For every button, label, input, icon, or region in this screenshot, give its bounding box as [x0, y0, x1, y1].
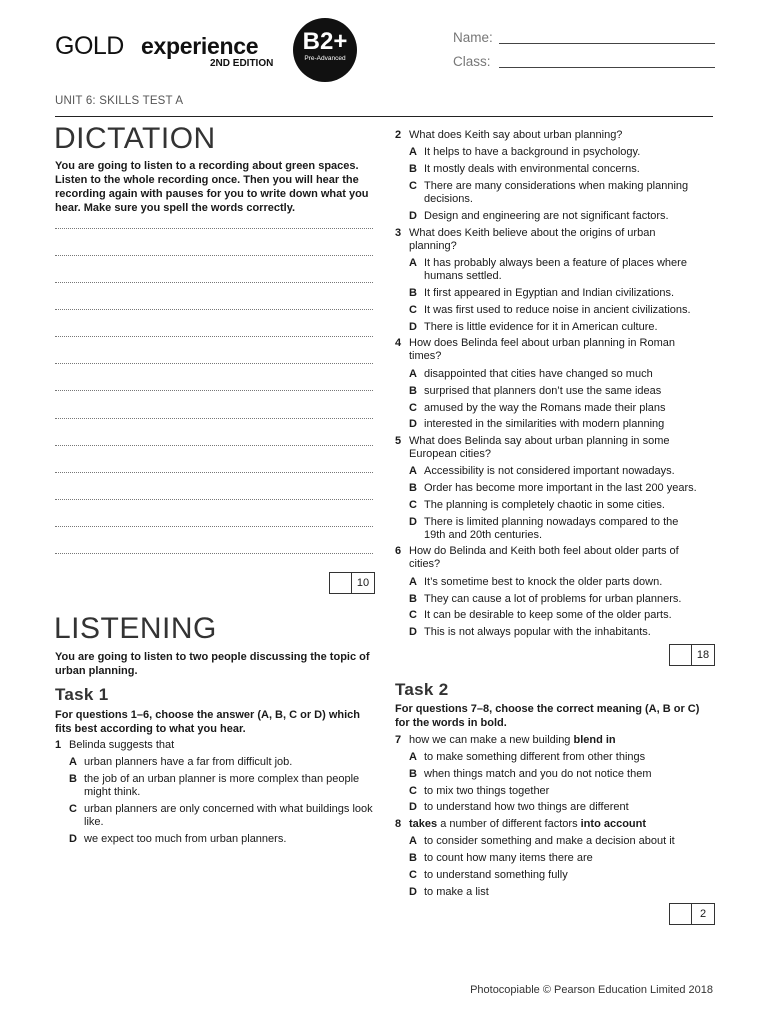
- option-letter[interactable]: A: [409, 465, 417, 477]
- task1-score-box: [669, 644, 715, 666]
- option-text: They can cause a lot of problems for urban planners.: [424, 593, 682, 605]
- option-text: to consider something and make a decision about it: [424, 835, 675, 847]
- bold-phrase: blend in: [573, 734, 616, 746]
- question-text: What does Keith say about urban planning?: [409, 129, 623, 141]
- dictation-writing-line[interactable]: [55, 228, 373, 229]
- option-text: It’s sometime best to knock the older parts down.: [424, 576, 663, 588]
- option-letter[interactable]: B: [409, 385, 417, 397]
- question-number: 6: [395, 545, 402, 557]
- dictation-score: 10: [351, 573, 374, 593]
- badge-level: B2+: [302, 28, 348, 55]
- name-field[interactable]: [453, 30, 715, 45]
- option-letter[interactable]: C: [409, 499, 417, 511]
- option-letter[interactable]: A: [409, 368, 417, 380]
- question-text: Belinda suggests that: [69, 739, 175, 751]
- option-letter[interactable]: D: [409, 418, 417, 430]
- option-letter[interactable]: D: [409, 801, 417, 813]
- question-number: 1: [55, 739, 62, 751]
- dictation-writing-line[interactable]: [55, 499, 373, 500]
- task2-score: 2: [691, 904, 714, 924]
- dictation-writing-line[interactable]: [55, 553, 373, 554]
- option-text: interested in the similarities with modern planning: [424, 418, 665, 430]
- option-text: There are many considerations when making planning decisions.: [424, 180, 689, 205]
- option-letter[interactable]: D: [409, 516, 417, 528]
- dictation-instructions: You are going to listen to a recording about green spaces. Listen to the whole recording once. Then you will hear the recording again with pauses for you to write down what you hear. Make sure you spell the words correctly.: [55, 160, 369, 214]
- class-field[interactable]: [453, 54, 715, 69]
- level-badge: [293, 18, 357, 82]
- question-number: 2: [395, 129, 402, 141]
- dictation-writing-line[interactable]: [55, 526, 373, 527]
- option-text: It was first used to reduce noise in ancient civilizations.: [424, 304, 691, 316]
- option-letter[interactable]: D: [409, 321, 417, 333]
- option-text: It first appeared in Egyptian and Indian civilizations.: [424, 287, 675, 299]
- option-text: disappointed that cities have changed so much: [424, 368, 653, 380]
- question-text: How does Belinda feel about urban planning in Roman times?: [409, 337, 676, 362]
- question-number: 5: [395, 435, 402, 447]
- option-text: urban planners are only concerned with what buildings look like.: [84, 803, 373, 828]
- listening-instructions: You are going to listen to two people discussing the topic of urban planning.: [55, 651, 370, 677]
- listening-title: LISTENING: [54, 612, 217, 645]
- dictation-writing-line[interactable]: [55, 255, 373, 256]
- copyright-footer: Photocopiable © Pearson Education Limited 2018: [470, 984, 713, 996]
- question-number: 3: [395, 227, 402, 239]
- question-text: How do Belinda and Keith both feel about older parts of cities?: [409, 545, 679, 570]
- option-text: the job of an urban planner is more complex than people might think.: [84, 773, 360, 798]
- option-letter[interactable]: B: [409, 163, 417, 175]
- option-text: It can be desirable to keep some of the older parts.: [424, 609, 672, 621]
- option-text: amused by the way the Romans made their plans: [424, 402, 666, 414]
- option-letter[interactable]: B: [409, 852, 417, 864]
- option-letter[interactable]: A: [69, 756, 77, 768]
- option-text: to understand something fully: [424, 869, 568, 881]
- task1-title: Task 1: [55, 685, 109, 704]
- task2-instructions: For questions 7–8, choose the correct meaning (A, B or C) for the words in bold.: [395, 703, 700, 729]
- option-letter[interactable]: D: [409, 626, 417, 638]
- question-text: What does Belinda say about urban planning in some European cities?: [409, 435, 670, 460]
- task2-score-box: [669, 903, 715, 925]
- option-letter[interactable]: A: [409, 751, 417, 763]
- option-letter[interactable]: C: [409, 609, 417, 621]
- option-letter[interactable]: A: [409, 146, 417, 158]
- option-letter[interactable]: D: [69, 833, 77, 845]
- option-text: to understand how two things are different: [424, 801, 629, 813]
- option-letter[interactable]: C: [409, 785, 417, 797]
- class-label: Class:: [453, 54, 491, 69]
- dictation-writing-line[interactable]: [55, 418, 373, 419]
- option-text: It mostly deals with environmental concerns.: [424, 163, 640, 175]
- question-text-plain: how we can make a new building: [409, 734, 574, 746]
- dictation-writing-line[interactable]: [55, 472, 373, 473]
- option-text: This is not always popular with the inhabitants.: [424, 626, 651, 638]
- option-letter[interactable]: D: [409, 886, 417, 898]
- option-letter[interactable]: C: [409, 304, 417, 316]
- option-letter[interactable]: C: [409, 402, 417, 414]
- option-text: It has probably always been a feature of places where humans settled.: [424, 257, 687, 282]
- name-line: [499, 43, 715, 44]
- question-number: 7: [395, 734, 402, 746]
- option-letter[interactable]: B: [69, 773, 77, 785]
- option-text: to make something different from other things: [424, 751, 646, 763]
- option-text: when things match and you do not notice them: [424, 768, 652, 780]
- dictation-writing-line[interactable]: [55, 445, 373, 446]
- task1-instructions: For questions 1–6, choose the answer (A, B, C or D) which fits best according to what you hear.: [55, 709, 360, 735]
- option-letter[interactable]: C: [409, 869, 417, 881]
- bold-phrase: takes: [409, 818, 438, 830]
- option-letter[interactable]: A: [409, 576, 417, 588]
- question-text: What does Keith believe about the origins of urban planning?: [409, 227, 656, 252]
- bold-phrase: into account: [580, 818, 647, 830]
- question-number: 8: [395, 818, 402, 830]
- unit-title: UNIT 6: SKILLS TEST A: [55, 95, 184, 107]
- header-rule: [55, 116, 713, 117]
- option-letter[interactable]: A: [409, 257, 417, 269]
- option-letter[interactable]: C: [69, 803, 77, 815]
- question-text: [409, 818, 646, 831]
- dictation-title: DICTATION: [54, 122, 216, 155]
- option-text: to make a list: [424, 886, 489, 898]
- option-text: The planning is completely chaotic in some cities.: [424, 499, 665, 511]
- question-number: 4: [395, 337, 402, 349]
- logo-edition-text: 2ND EDITION: [210, 58, 274, 69]
- badge-sublabel: Pre-Advanced: [304, 55, 346, 62]
- option-letter[interactable]: B: [409, 482, 417, 494]
- option-text: Accessibility is not considered important nowadays.: [424, 465, 675, 477]
- dictation-writing-line[interactable]: [55, 282, 373, 283]
- dictation-writing-line[interactable]: [55, 336, 373, 337]
- class-line: [499, 67, 715, 68]
- dictation-writing-line[interactable]: [55, 390, 373, 391]
- option-text: urban planners have a far from difficult job.: [84, 756, 293, 768]
- option-text: It helps to have a background in psychology.: [424, 146, 641, 158]
- option-text: we expect too much from urban planners.: [84, 833, 287, 845]
- option-letter[interactable]: B: [409, 593, 417, 605]
- option-letter[interactable]: D: [409, 210, 417, 222]
- dictation-writing-line[interactable]: [55, 309, 373, 310]
- question-text-plain: a number of different factors: [437, 818, 581, 830]
- question-text: [409, 734, 616, 747]
- option-text: to mix two things together: [424, 785, 550, 797]
- name-label: Name:: [453, 30, 493, 45]
- logo-gold-text: GOLD: [55, 32, 124, 60]
- option-letter[interactable]: A: [409, 835, 417, 847]
- option-text: Design and engineering are not significant factors.: [424, 210, 669, 222]
- task2-title: Task 2: [395, 680, 449, 699]
- logo-experience-text: experience: [141, 33, 259, 59]
- dictation-score-box: [329, 572, 375, 594]
- dictation-writing-line[interactable]: [55, 363, 373, 364]
- option-text: to count how many items there are: [424, 852, 593, 864]
- option-text: There is little evidence for it in American culture.: [424, 321, 658, 333]
- option-text: surprised that planners don’t use the same ideas: [424, 385, 662, 397]
- task1-score: 18: [691, 645, 714, 665]
- option-text: Order has become more important in the last 200 years.: [424, 482, 697, 494]
- option-letter[interactable]: B: [409, 768, 417, 780]
- option-text: There is limited planning nowadays compared to the 19th and 20th centuries.: [424, 516, 679, 541]
- option-letter[interactable]: C: [409, 180, 417, 192]
- option-letter[interactable]: B: [409, 287, 417, 299]
